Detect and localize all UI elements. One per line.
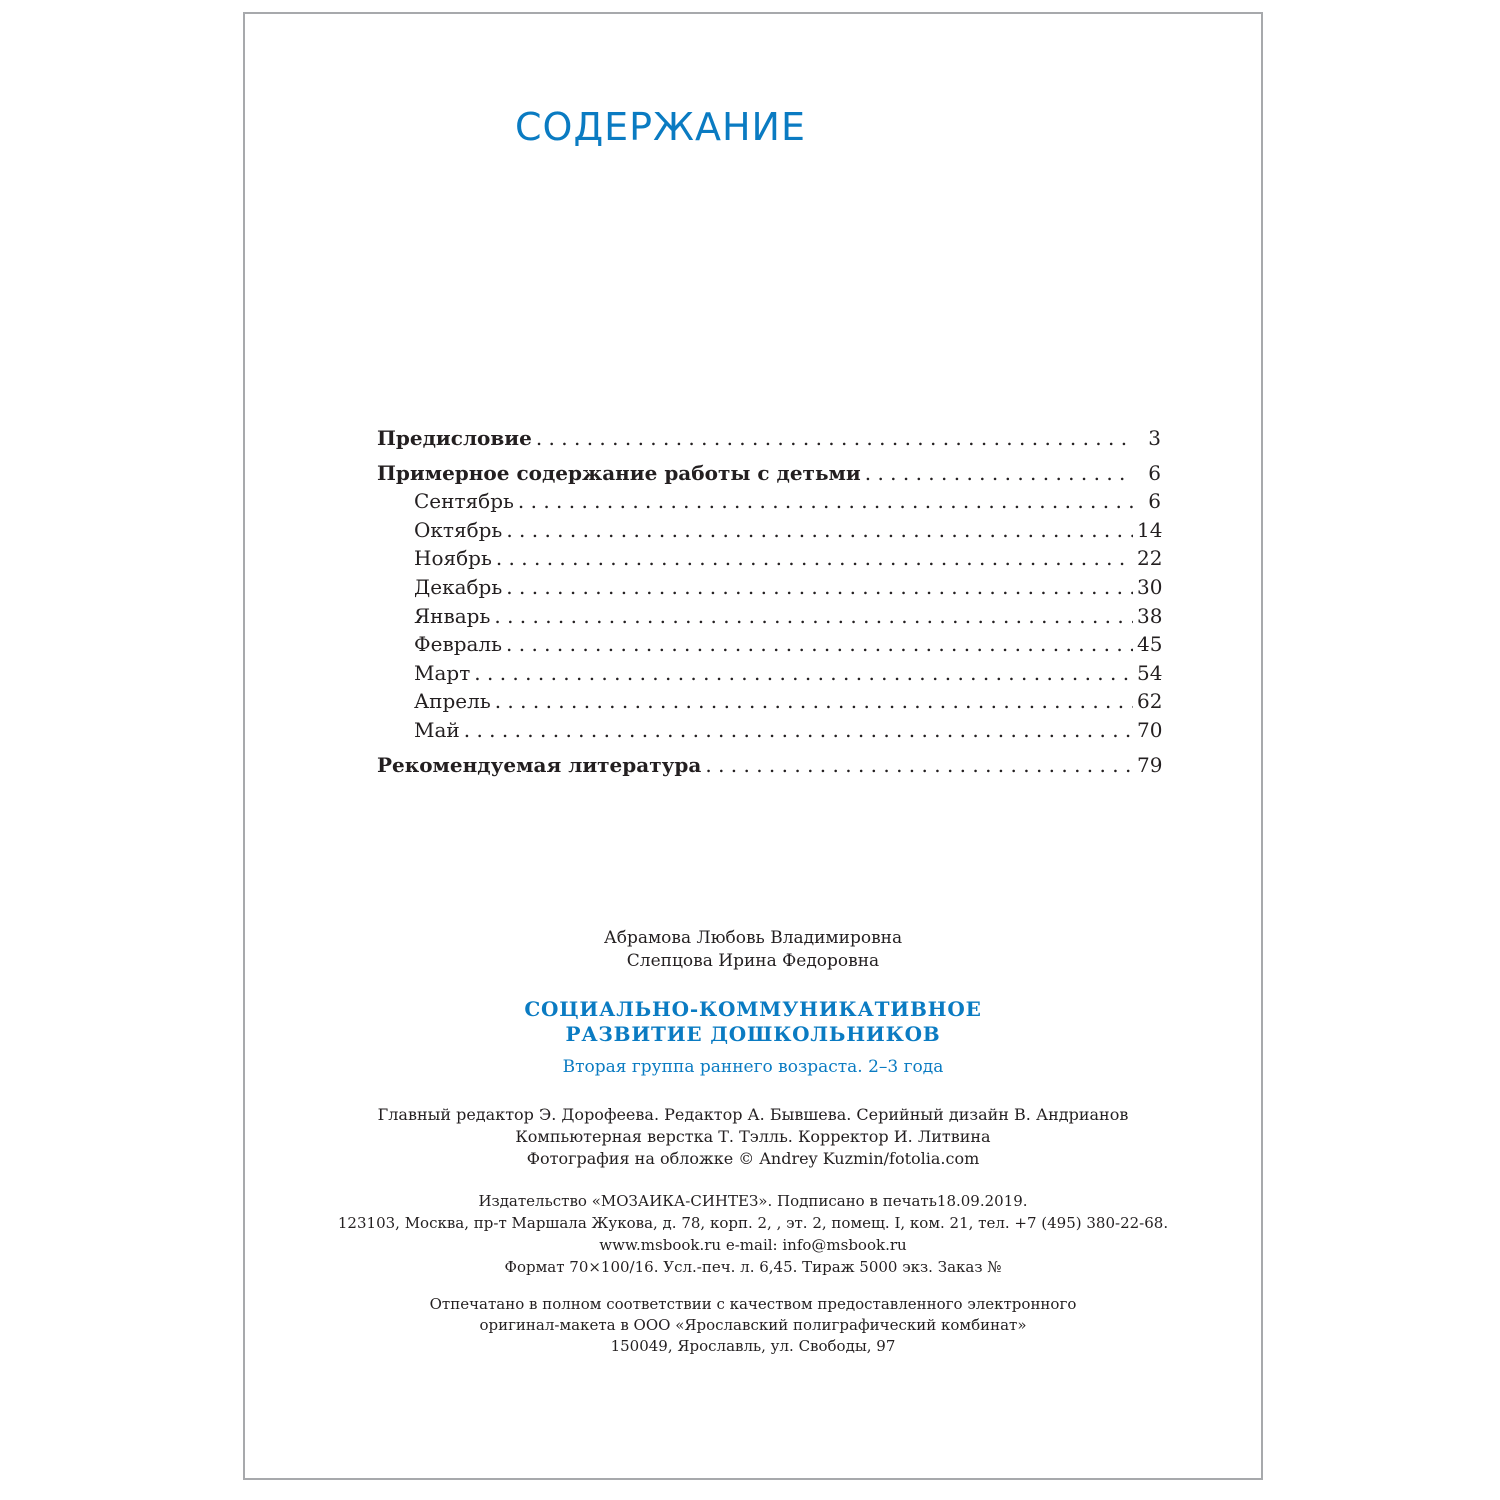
printer-line: оригинал-макета в ООО «Ярославский полиграфический комбинат» (479, 1316, 1027, 1334)
credits-line: Фотография на обложке © Andrey Kuzmin/fotolia.com (526, 1149, 980, 1168)
toc-entry-may[interactable] (377, 716, 1161, 745)
toc-leader-dots (474, 659, 1133, 688)
toc-entry-label: Май (414, 717, 460, 742)
toc-entry-january[interactable] (377, 602, 1161, 631)
book-subtitle: Вторая группа раннего возраста. 2–3 года (562, 1057, 944, 1077)
toc-entry-label: Октябрь (414, 517, 503, 542)
toc-page-number: 62 (1137, 689, 1163, 714)
toc-page-number: 3 (1148, 426, 1161, 450)
toc-leader-dots (506, 630, 1133, 659)
author-name: Абрамова Любовь Владимировна (603, 928, 903, 948)
toc-page-number: 6 (1148, 489, 1161, 514)
toc-entry-november[interactable] (377, 544, 1161, 573)
toc-entry-label: Февраль (414, 632, 503, 657)
credits-block (243, 1104, 1263, 1170)
toc-leader-dots (518, 487, 1133, 516)
credits-line: Главный редактор Э. Дорофеева. Редактор А. Бывшева. Серийный дизайн В. Андрианов (377, 1105, 1129, 1124)
publisher-contacts[interactable]: www.msbook.ru e-mail: info@msbook.ru (599, 1236, 907, 1254)
toc-leader-dots (536, 424, 1133, 453)
toc-entry-october[interactable] (377, 516, 1161, 545)
publisher-block (243, 1190, 1263, 1278)
printer-address: 150049, Ярославль, ул. Свободы, 97 (610, 1337, 896, 1355)
toc-entry-label: Ноябрь (414, 546, 492, 571)
toc-page-number: 22 (1137, 546, 1163, 571)
toc-page-number: 54 (1137, 660, 1163, 685)
toc-entry-label: Декабрь (414, 574, 503, 599)
toc-leader-dots (496, 544, 1133, 573)
publisher-format: Формат 70×100/16. Усл.-печ. л. 6,45. Тираж 5000 экз. Заказ № (504, 1258, 1002, 1276)
toc-leader-dots (494, 602, 1133, 631)
toc-leader-dots (495, 687, 1133, 716)
book-title-line: РАЗВИТИЕ ДОШКОЛЬНИКОВ (565, 1022, 941, 1046)
book-title-line: СОЦИАЛЬНО-КОММУНИКАТИВНОЕ (524, 997, 982, 1021)
toc-entry-february[interactable] (377, 630, 1161, 659)
publisher-line: Издательство «МОЗАИКА-СИНТЕЗ». Подписано в печать18.09.2019. (478, 1192, 1028, 1210)
book-title (243, 997, 1263, 1047)
toc-page-number: 70 (1137, 717, 1163, 742)
printer-line: Отпечатано в полном соответствии с качеством предоставленного электронного (429, 1295, 1077, 1313)
toc-page-number: 45 (1137, 632, 1163, 657)
table-of-contents (377, 424, 1161, 779)
authors-block (243, 927, 1263, 973)
toc-leader-dots (705, 751, 1133, 780)
toc-entry-work-content[interactable] (377, 459, 1161, 488)
author-name: Слепцова Ирина Федоровна (626, 951, 880, 971)
toc-leader-dots (506, 573, 1133, 602)
toc-entry-label: Март (414, 660, 471, 685)
toc-page-number: 6 (1148, 460, 1161, 485)
page-title: СОДЕРЖАНИЕ (515, 105, 806, 149)
toc-entry-preface[interactable] (377, 424, 1161, 453)
printer-block (243, 1294, 1263, 1357)
toc-entry-label: Январь (414, 603, 491, 628)
toc-entry-label: Примерное содержание работы с детьми (377, 460, 861, 485)
toc-entry-december[interactable] (377, 573, 1161, 602)
toc-entry-label: Сентябрь (414, 489, 514, 514)
credits-line: Компьютерная верстка Т. Тэлль. Корректор И. Литвина (515, 1127, 991, 1146)
toc-page-number: 30 (1137, 574, 1163, 599)
toc-entry-march[interactable] (377, 659, 1161, 688)
toc-entry-label: Апрель (414, 689, 491, 714)
toc-entry-label: Предисловие (377, 426, 532, 450)
toc-page-number: 79 (1137, 752, 1163, 777)
toc-leader-dots (506, 516, 1133, 545)
publisher-address: 123103, Москва, пр-т Маршала Жукова, д. 78, корп. 2, , эт. 2, помещ. I, ком. 21, тел. +7 (495) 380-22-68. (337, 1214, 1169, 1232)
toc-entry-literature[interactable] (377, 751, 1161, 780)
toc-entry-september[interactable] (377, 487, 1161, 516)
toc-leader-dots (464, 716, 1133, 745)
toc-leader-dots (865, 459, 1133, 488)
toc-entry-label: Рекомендуемая литература (377, 752, 702, 777)
toc-entry-april[interactable] (377, 687, 1161, 716)
toc-page-number: 38 (1137, 603, 1163, 628)
toc-page-number: 14 (1137, 517, 1163, 542)
